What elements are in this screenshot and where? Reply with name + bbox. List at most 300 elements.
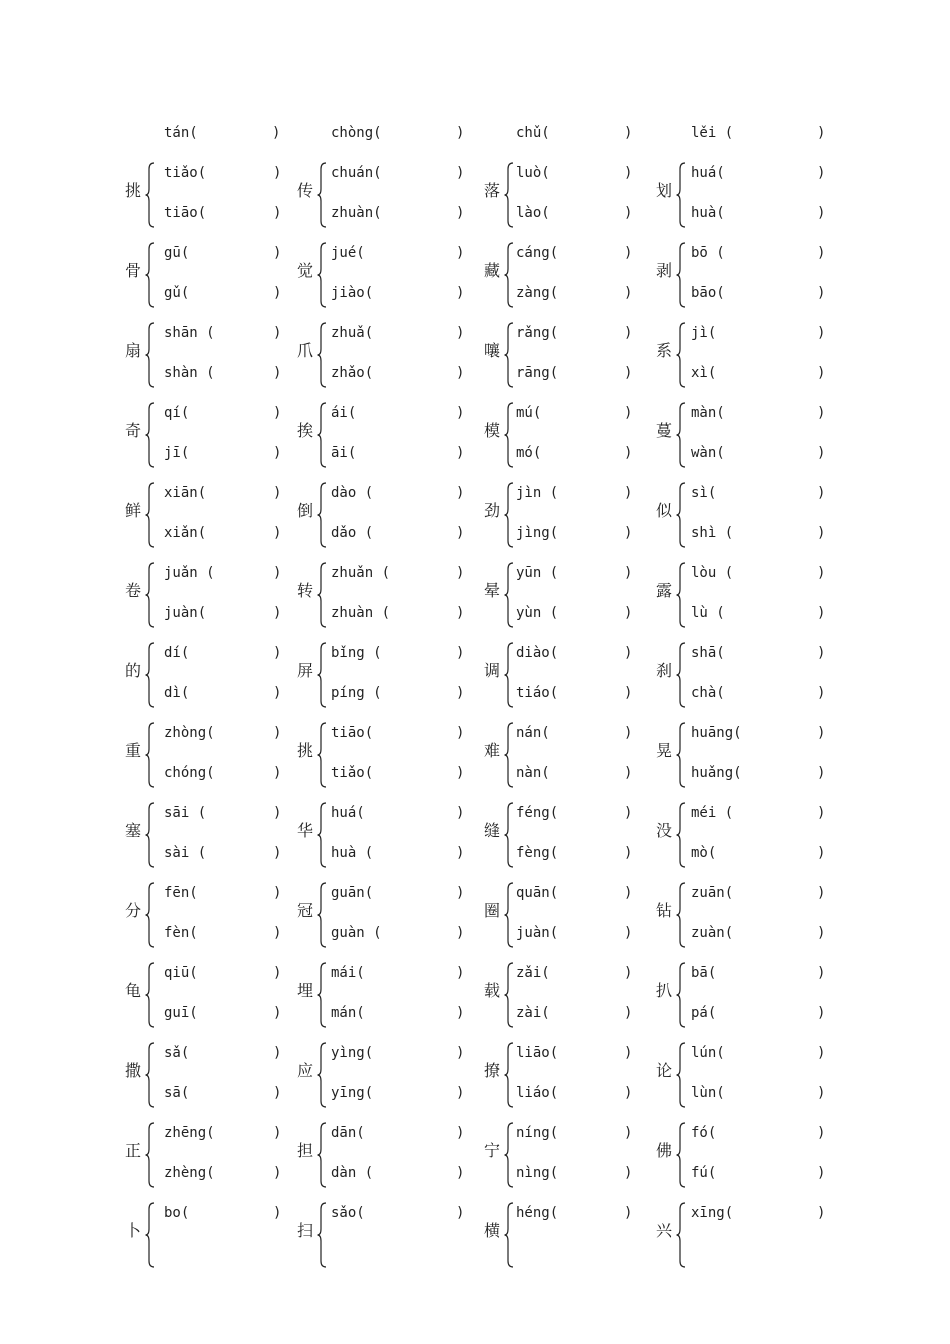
hanzi-character: 钻 [656,901,673,920]
character-entry [125,240,315,310]
close-paren: ) [624,285,633,301]
pinyin-text: nàn( [516,765,550,781]
character-entry [125,1200,315,1270]
character-entry [297,640,487,710]
brace-icon [317,642,327,708]
pinyin-text: juǎn ( [164,565,215,581]
close-paren: ) [456,925,465,941]
character-entry [484,1200,674,1270]
close-paren: ) [817,205,826,221]
pinyin-text: bō ( [691,245,725,261]
close-paren: ) [456,845,465,861]
character-entry [484,400,674,470]
close-paren: ) [817,925,826,941]
brace-icon [317,1202,327,1268]
close-paren: ) [456,565,465,581]
close-paren: ) [273,1125,282,1141]
pinyin-text: qí( [164,405,190,421]
pinyin-text: pá( [691,1005,717,1021]
close-paren: ) [624,685,633,701]
character-entry [297,1120,487,1190]
close-paren: ) [817,485,826,501]
hanzi-character: 转 [297,581,314,600]
brace-icon [145,1042,155,1108]
character-entry [125,1040,315,1110]
pinyin-text: guàn ( [331,925,382,941]
pinyin-text: liāo( [516,1045,559,1061]
hanzi-character: 担 [297,1141,314,1160]
close-paren: ) [817,565,826,581]
hanzi-character: 卜 [125,1221,142,1240]
character-entry [297,1200,487,1270]
brace-icon [504,1202,514,1268]
close-paren: ) [817,605,826,621]
close-paren: ) [624,1085,633,1101]
brace-icon [504,802,514,868]
pinyin-text: shā( [691,645,725,661]
header-reading: chòng( ) [331,125,465,141]
pinyin-text: jiào( [331,285,374,301]
close-paren: ) [624,165,633,181]
hanzi-character: 似 [656,501,673,520]
close-paren: ) [456,205,465,221]
brace-icon [676,962,686,1028]
pinyin-text: fèn( [164,925,198,941]
brace-icon [504,242,514,308]
pinyin-text: jì( [691,325,717,341]
brace-icon [504,722,514,788]
close-paren: ) [273,925,282,941]
hanzi-character: 载 [484,981,501,1000]
pinyin-text: zàng( [516,285,559,301]
hanzi-character: 扫 [297,1221,314,1240]
close-paren: ) [817,445,826,461]
pinyin-text: luò( [516,165,550,181]
character-entry [125,400,315,470]
hanzi-character: 骨 [125,261,142,280]
brace-icon [317,1042,327,1108]
brace-icon [145,722,155,788]
character-entry [125,480,315,550]
close-paren: ) [817,645,826,661]
pinyin-text: mò( [691,845,717,861]
hanzi-character: 剥 [656,261,673,280]
close-paren: ) [817,165,826,181]
close-paren: ) [456,165,465,181]
pinyin-text: sǎo( [331,1205,365,1221]
brace-icon [676,402,686,468]
close-paren: ) [624,325,633,341]
close-paren: ) [817,325,826,341]
brace-icon [317,562,327,628]
pinyin-text: liáo( [516,1085,559,1101]
hanzi-character: 晃 [656,741,673,760]
hanzi-character: 重 [125,741,142,760]
character-entry [484,480,674,550]
character-entry [125,800,315,870]
close-paren: ) [817,1125,826,1141]
brace-icon [145,882,155,948]
close-paren: ) [273,165,282,181]
hanzi-character: 埋 [297,981,314,1000]
character-entry [656,1120,846,1190]
pinyin-text: xīng( [691,1205,734,1221]
close-paren: ) [456,1125,465,1141]
pinyin-text: zuān( [691,885,734,901]
brace-icon [676,482,686,548]
hanzi-character: 正 [125,1141,142,1160]
brace-icon [504,1122,514,1188]
close-paren: ) [273,1045,282,1061]
pinyin-text: qiū( [164,965,198,981]
close-paren: ) [273,845,282,861]
pinyin-text: chà( [691,685,725,701]
hanzi-character: 嚷 [484,341,501,360]
close-paren: ) [624,965,633,981]
close-paren: ) [273,645,282,661]
hanzi-character: 佛 [656,1141,673,1160]
close-paren: ) [273,285,282,301]
hanzi-character: 挨 [297,421,314,440]
brace-icon [145,642,155,708]
hanzi-character: 晕 [484,581,501,600]
character-entry [656,400,846,470]
close-paren: ) [273,445,282,461]
hanzi-character: 调 [484,661,501,680]
character-entry [125,960,315,1030]
hanzi-character: 爪 [297,341,314,360]
close-paren: ) [817,365,826,381]
pinyin-text: héng( [516,1205,559,1221]
pinyin-text: dǎo ( [331,525,374,541]
pinyin-text: dí( [164,645,190,661]
hanzi-character: 蔓 [656,421,673,440]
close-paren: ) [624,1205,633,1221]
close-paren: ) [817,805,826,821]
pinyin-text: tiǎo( [164,165,207,181]
close-paren: ) [817,965,826,981]
close-paren: ) [273,1165,282,1181]
brace-icon [676,322,686,388]
pinyin-text: shàn ( [164,365,215,381]
pinyin-text: màn( [691,405,725,421]
close-paren: ) [273,605,282,621]
close-paren: ) [817,285,826,301]
brace-icon [504,1042,514,1108]
close-paren: ) [456,605,465,621]
close-paren: ) [817,1165,826,1181]
character-entry [656,560,846,630]
pinyin-text: huà( [691,205,725,221]
character-entry [484,960,674,1030]
pinyin-text: yūn ( [516,565,559,581]
pinyin-text: ái( [331,405,357,421]
character-entry [297,960,487,1030]
hanzi-character: 挑 [125,181,142,200]
pinyin-text: bo( [164,1205,190,1221]
close-paren: ) [273,365,282,381]
character-entry [125,640,315,710]
hanzi-character: 撒 [125,1061,142,1080]
character-entry [656,480,846,550]
pinyin-text: fēn( [164,885,198,901]
character-entry [656,720,846,790]
close-paren: ) [456,765,465,781]
close-paren: ) [624,765,633,781]
brace-icon [145,1202,155,1268]
brace-icon [145,482,155,548]
hanzi-character: 鲜 [125,501,142,520]
pinyin-text: yìng( [331,1045,374,1061]
pinyin-text: dàn ( [331,1165,374,1181]
pinyin-text: mái( [331,965,365,981]
close-paren: ) [273,565,282,581]
hanzi-character: 冠 [297,901,314,920]
header-reading: chǔ( ) [516,125,633,141]
pinyin-text: fú( [691,1165,717,1181]
close-paren: ) [624,525,633,541]
character-entry [125,160,315,230]
character-entry [484,240,674,310]
close-paren: ) [624,805,633,821]
pinyin-text: tiáo( [516,685,559,701]
brace-icon [317,802,327,868]
character-entry [656,160,846,230]
hanzi-character: 屏 [297,661,314,680]
character-entry [656,800,846,870]
brace-icon [145,322,155,388]
brace-icon [676,1042,686,1108]
pinyin-text: sā( [164,1085,190,1101]
pinyin-text: lào( [516,205,550,221]
hanzi-character: 分 [125,901,142,920]
brace-icon [504,162,514,228]
pinyin-text: zhuǎ( [331,325,374,341]
pinyin-text: huà ( [331,845,374,861]
hanzi-character: 划 [656,181,673,200]
pinyin-text: zhuàn( [331,205,382,221]
brace-icon [676,722,686,788]
hanzi-character: 撩 [484,1061,501,1080]
brace-icon [676,562,686,628]
brace-icon [145,402,155,468]
pinyin-text: nìng( [516,1165,559,1181]
character-entry [484,640,674,710]
pinyin-text: zhòng( [164,725,215,741]
close-paren: ) [273,205,282,221]
brace-icon [504,642,514,708]
close-paren: ) [456,405,465,421]
pinyin-text: xiǎn( [164,525,207,541]
pinyin-text: mú( [516,405,542,421]
pinyin-text: xì( [691,365,717,381]
brace-icon [145,802,155,868]
brace-icon [317,322,327,388]
close-paren: ) [624,205,633,221]
character-entry [656,320,846,390]
pinyin-text: jī( [164,445,190,461]
character-entry [484,800,674,870]
pinyin-text: dì( [164,685,190,701]
character-entry [297,1040,487,1110]
close-paren: ) [624,565,633,581]
pinyin-text: dào ( [331,485,374,501]
hanzi-character: 倒 [297,501,314,520]
close-paren: ) [273,325,282,341]
close-paren: ) [817,1005,826,1021]
pinyin-text: chóng( [164,765,215,781]
brace-icon [317,242,327,308]
pinyin-text: rāng( [516,365,559,381]
close-paren: ) [456,645,465,661]
character-entry [484,720,674,790]
pinyin-text: tiǎo( [331,765,374,781]
pinyin-text: sài ( [164,845,207,861]
brace-icon [504,562,514,628]
close-paren: ) [624,1165,633,1181]
pinyin-text: wàn( [691,445,725,461]
pinyin-text: xiān( [164,485,207,501]
character-entry [297,800,487,870]
pinyin-text: chuán( [331,165,382,181]
pinyin-text: guī( [164,1005,198,1021]
close-paren: ) [456,485,465,501]
pinyin-text: zài( [516,1005,550,1021]
pinyin-text: sāi ( [164,805,207,821]
pinyin-text: fó( [691,1125,717,1141]
close-paren: ) [456,885,465,901]
close-paren: ) [456,725,465,741]
pinyin-text: tiāo( [331,725,374,741]
brace-icon [504,882,514,948]
close-paren: ) [273,245,282,261]
pinyin-text: sì( [691,485,717,501]
brace-icon [676,1202,686,1268]
close-paren: ) [273,525,282,541]
pinyin-text: bā( [691,965,717,981]
pinyin-text: méi ( [691,805,734,821]
pinyin-text: huāng( [691,725,742,741]
character-entry [297,720,487,790]
pinyin-text: yùn ( [516,605,559,621]
close-paren: ) [273,1085,282,1101]
close-paren: ) [273,1005,282,1021]
close-paren: ) [817,245,826,261]
close-paren: ) [817,525,826,541]
character-entry [297,480,487,550]
hanzi-character: 宁 [484,1141,501,1160]
character-entry [656,880,846,950]
close-paren: ) [273,725,282,741]
close-paren: ) [456,1165,465,1181]
close-paren: ) [624,445,633,461]
pinyin-text: juàn( [516,925,559,941]
hanzi-character: 华 [297,821,314,840]
brace-icon [317,962,327,1028]
pinyin-text: lún( [691,1045,725,1061]
character-entry [297,240,487,310]
hanzi-character: 应 [297,1061,314,1080]
close-paren: ) [456,245,465,261]
character-entry [656,1200,846,1270]
pinyin-text: zhuàn ( [331,605,391,621]
pinyin-text: dān( [331,1125,365,1141]
close-paren: ) [817,1205,826,1221]
pinyin-text: níng( [516,1125,559,1141]
brace-icon [504,322,514,388]
pinyin-text: zhēng( [164,1125,215,1141]
character-entry [297,880,487,950]
close-paren: ) [817,1045,826,1061]
close-paren: ) [273,485,282,501]
close-paren: ) [273,805,282,821]
brace-icon [145,162,155,228]
close-paren: ) [817,765,826,781]
close-paren: ) [456,1205,465,1221]
brace-icon [676,882,686,948]
character-entry [297,320,487,390]
pinyin-text: zhèng( [164,1165,215,1181]
close-paren: ) [624,925,633,941]
brace-icon [676,1122,686,1188]
character-entry [125,320,315,390]
hanzi-character: 奇 [125,421,142,440]
character-entry [125,1120,315,1190]
brace-icon [317,162,327,228]
hanzi-character: 缝 [484,821,501,840]
pinyin-text: nán( [516,725,550,741]
pinyin-text: huǎng( [691,765,742,781]
close-paren: ) [817,1085,826,1101]
character-entry [656,640,846,710]
pinyin-text: jìng( [516,525,559,541]
close-paren: ) [456,365,465,381]
pinyin-text: guān( [331,885,374,901]
close-paren: ) [456,805,465,821]
hanzi-character: 刹 [656,661,673,680]
pinyin-text: lùn( [691,1085,725,1101]
hanzi-character: 露 [656,581,673,600]
close-paren: ) [456,1045,465,1061]
brace-icon [317,1122,327,1188]
hanzi-character: 没 [656,821,673,840]
character-entry [297,160,487,230]
hanzi-character: 的 [125,661,142,680]
pinyin-text: juàn( [164,605,207,621]
close-paren: ) [624,725,633,741]
brace-icon [145,962,155,1028]
close-paren: ) [624,245,633,261]
hanzi-character: 系 [656,341,673,360]
brace-icon [317,402,327,468]
close-paren: ) [456,285,465,301]
close-paren: ) [456,685,465,701]
pinyin-text: féng( [516,805,559,821]
character-entry [484,1120,674,1190]
pinyin-text: bǐng ( [331,645,382,661]
pinyin-text: gū( [164,245,190,261]
hanzi-character: 觉 [297,261,314,280]
close-paren: ) [817,405,826,421]
pinyin-text: jìn ( [516,485,559,501]
pinyin-text: zǎi( [516,965,550,981]
pinyin-text: mó( [516,445,542,461]
character-entry [656,240,846,310]
character-entry [484,560,674,630]
close-paren: ) [624,1125,633,1141]
pinyin-text: gǔ( [164,285,190,301]
header-reading: tán( ) [164,125,281,141]
